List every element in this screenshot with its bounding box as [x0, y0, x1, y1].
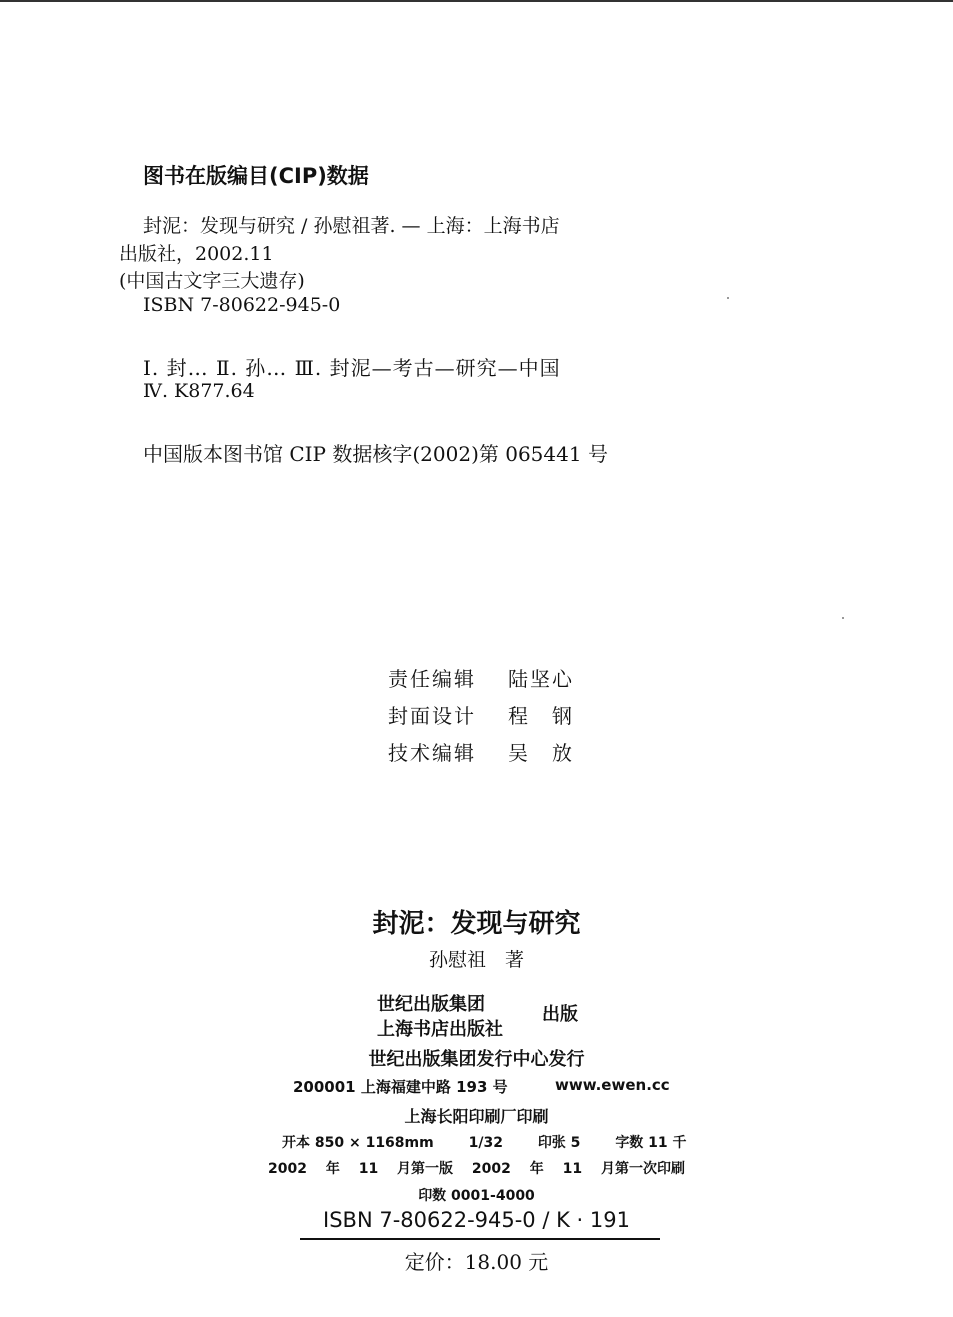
print-run: 印数 0001-4000 [418, 1188, 535, 1204]
cip-registration-number: 中国版本图书馆 CIP 数据核字(2002)第 065441 号 [143, 442, 608, 466]
cip-line-isbn: ISBN 7-80622-945-0 [143, 294, 341, 316]
sheets: 印张 5 [537, 1135, 581, 1151]
cip-heading: 图书在版编目(CIP)数据 [143, 164, 369, 188]
cip-subject-headings: Ⅰ. 封… Ⅱ. 孙… Ⅲ. 封泥—考古—研究—中国 [143, 356, 561, 380]
cip-line-series: (中国古文字三大遗存) [119, 270, 305, 292]
distributor: 世纪出版集团发行中心发行 [368, 1049, 585, 1070]
cip-line-title-author: 封泥：发现与研究 / 孙慰祖著. — 上海：上海书店 [143, 215, 560, 237]
fold: 1/32 [468, 1135, 503, 1151]
cip-classification-number: Ⅳ. K877.64 [143, 380, 255, 402]
staff-row-technical-editor [388, 737, 574, 766]
isbn-classification: ISBN 7-80622-945-0 / K · 191 [323, 1208, 630, 1232]
printer: 上海长阳印刷厂印刷 [404, 1107, 549, 1126]
staff-role: 责任编辑 [388, 667, 476, 691]
staff-row-editor [388, 663, 574, 692]
book-title: 封泥：发现与研究 [372, 909, 581, 939]
staff-name: 程 钢 [508, 704, 574, 728]
price: 定价：18.00 元 [404, 1250, 549, 1274]
book-author: 孙慰祖 著 [428, 949, 524, 971]
address-row [293, 1076, 673, 1097]
print-specs [282, 1132, 687, 1152]
staff-role: 封面设计 [388, 704, 476, 728]
word-count: 字数 11 千 [615, 1135, 687, 1151]
staff-row-cover-design [388, 700, 574, 729]
scan-speck [842, 617, 844, 619]
publisher-name: 上海书店出版社 [377, 1019, 503, 1040]
publisher-address: 200001 上海福建中路 193 号 [293, 1078, 508, 1096]
staff-role: 技术编辑 [388, 741, 476, 765]
publisher-group: 世纪出版集团 [377, 994, 485, 1015]
staff-name: 吴 放 [508, 741, 574, 765]
format-size: 开本 850 × 1168mm [282, 1135, 434, 1151]
cip-line-publisher-date: 出版社，2002.11 [119, 243, 274, 265]
top-border [0, 0, 953, 2]
edition-info: 2002 年 11 月第一版 2002 年 11 月第一次印刷 [267, 1161, 685, 1177]
staff-name: 陆坚心 [508, 667, 574, 691]
publish-label: 出版 [542, 1004, 578, 1025]
scan-speck [727, 297, 729, 299]
publisher-website: www.ewen.cc [555, 1076, 670, 1094]
publisher-block [377, 990, 617, 1042]
isbn-underline [300, 1238, 660, 1240]
